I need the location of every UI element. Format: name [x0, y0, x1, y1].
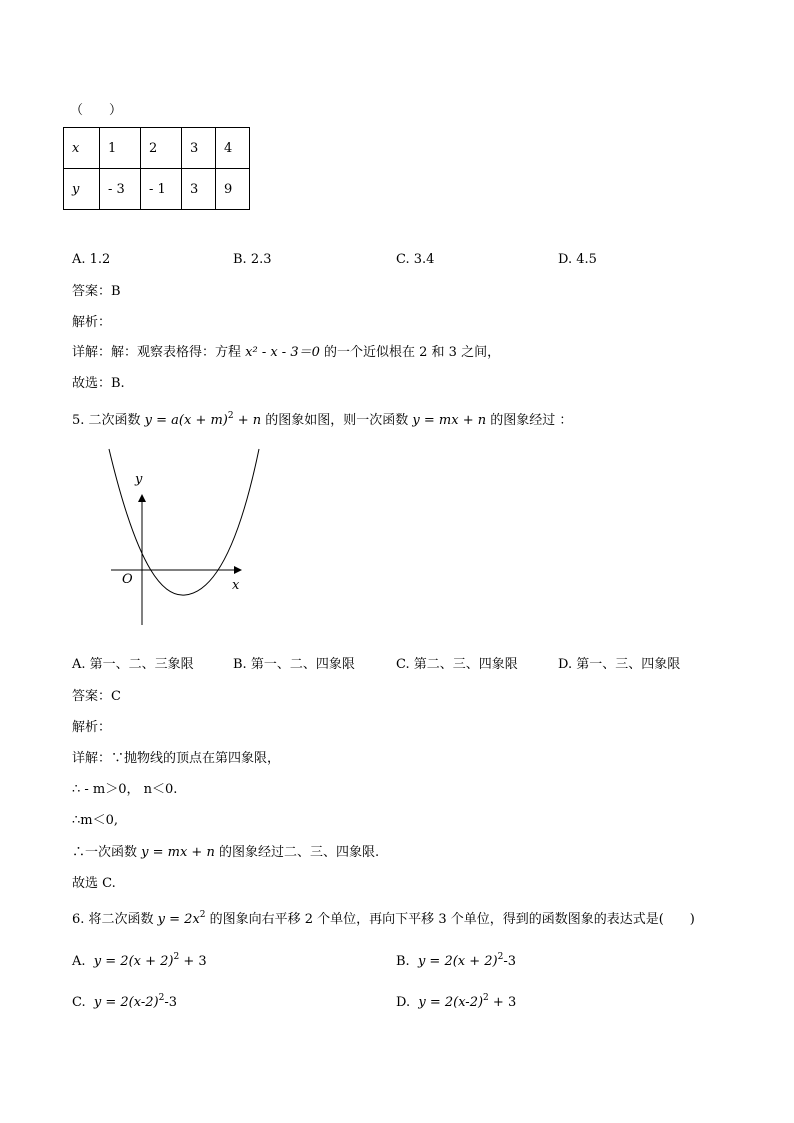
- q6-option-a: [72, 954, 207, 970]
- q5-stem-tail: 的图象经过 ：: [486, 413, 573, 428]
- table-cell: 2: [141, 128, 182, 169]
- q4-detail: [72, 345, 500, 361]
- q6-option-a-tail: + 3: [179, 954, 207, 969]
- q5-stem-mid: 的图象如图，则一次函数: [261, 413, 413, 428]
- q4-choose: 故选：B.: [72, 376, 125, 391]
- x-axis-label: x: [232, 578, 240, 593]
- q5-stem-number: 5. 二次函数: [72, 413, 145, 428]
- q6-stem-exponent: 2: [199, 910, 206, 920]
- q4-option-c: C. 3.4: [396, 252, 435, 267]
- q5-option-a: A. 第一、二、三象限: [72, 657, 194, 672]
- q6-option-c-formula: y = 2(x-2): [93, 995, 159, 1010]
- q5-option-d: D. 第一、三、四象限: [558, 657, 681, 672]
- q6-option-b-label: B.: [396, 954, 410, 969]
- q4-option-d: D. 4.5: [558, 252, 597, 267]
- q6-option-c-label: C.: [72, 995, 86, 1010]
- q6-option-b-exponent: 2: [497, 952, 504, 962]
- q6-option-c: [72, 995, 177, 1011]
- q6-option-a-exponent: 2: [173, 952, 180, 962]
- table-row: [64, 128, 250, 169]
- q6-option-d-tail: + 3: [488, 995, 517, 1010]
- q4-detail-suffix: 的一个近似根在 2 和 3 之间，: [319, 345, 501, 360]
- q5-formula-1-tail: + n: [233, 413, 262, 428]
- q5-detail-4: [72, 845, 379, 861]
- q6-option-b: [396, 954, 516, 970]
- table-cell: 9: [216, 169, 250, 210]
- q4-option-b: B. 2.3: [233, 252, 272, 267]
- q4-detail-prefix: 详解：解：观察表格得：方程: [72, 345, 246, 360]
- q5-detail-2: ∴ - m＞0， n＜0.: [72, 782, 178, 797]
- table-cell: 1: [100, 128, 141, 169]
- table-cell: 4: [216, 128, 250, 169]
- q6-option-d-formula: y = 2(x-2): [418, 995, 484, 1010]
- q6-stem-prefix: 6. 将二次函数: [72, 912, 158, 927]
- q4-detail-equation: x² - x - 3＝0: [245, 345, 320, 360]
- q5-detail-3: ∴m＜0,: [72, 813, 119, 828]
- q5-formula-2: y = mx + n: [412, 413, 487, 428]
- q5-formula-1-exponent: 2: [227, 411, 234, 421]
- q6-stem-suffix: 的图象向右平移 2 个单位，再向下平移 3 个单位，得到的函数图象的表达式是( ): [205, 912, 695, 927]
- table-row: [64, 169, 250, 210]
- q6-option-c-tail: -3: [164, 995, 177, 1010]
- q5-parabola-graph: [95, 445, 265, 627]
- q4-answer-paren: （ ）: [70, 103, 123, 118]
- q5-formula-1: y = a(x + m): [144, 413, 228, 428]
- q6-option-b-tail: -3: [503, 954, 517, 969]
- table-cell: - 3: [100, 169, 141, 210]
- q6-option-b-formula: y = 2(x + 2): [417, 954, 498, 969]
- q5-detail-4-prefix: ∴一次函数: [72, 845, 142, 860]
- table-cell: x: [64, 128, 100, 169]
- q5-detail-4-suffix: 的图象经过二、三、四象限.: [214, 845, 380, 860]
- origin-label: O: [122, 572, 133, 587]
- table-cell: 3: [182, 128, 216, 169]
- q5-answer: 答案：C: [72, 689, 121, 704]
- q5-option-b: B. 第一、二、四象限: [233, 657, 355, 672]
- q5-stem: [72, 413, 572, 429]
- q5-detail-1: 详解：∵抛物线的顶点在第四象限，: [72, 751, 281, 766]
- q4-analysis-label: 解析：: [72, 315, 112, 330]
- q5-analysis-label: 解析：: [72, 720, 112, 735]
- table-cell: 3: [182, 169, 216, 210]
- q6-option-c-exponent: 2: [158, 993, 165, 1003]
- q6-option-d-exponent: 2: [483, 993, 489, 1003]
- q4-value-table: [63, 127, 250, 210]
- q4-option-a: A. 1.2: [72, 252, 111, 267]
- q6-stem: [72, 912, 695, 928]
- q6-option-a-formula: y = 2(x + 2): [93, 954, 174, 969]
- y-axis-label: y: [135, 472, 143, 487]
- q6-stem-formula: y = 2x: [157, 912, 200, 927]
- q5-detail-4-formula: y = mx + n: [141, 845, 215, 860]
- q5-choose: 故选 C.: [72, 876, 116, 891]
- q5-option-c: C. 第二、三、四象限: [396, 657, 518, 672]
- q6-option-a-label: A.: [72, 954, 86, 969]
- table-cell: y: [64, 169, 100, 210]
- table-cell: - 1: [141, 169, 182, 210]
- q6-option-d-label: D.: [396, 995, 411, 1010]
- q6-option-d: [396, 995, 516, 1011]
- q4-answer: 答案：B: [72, 284, 121, 299]
